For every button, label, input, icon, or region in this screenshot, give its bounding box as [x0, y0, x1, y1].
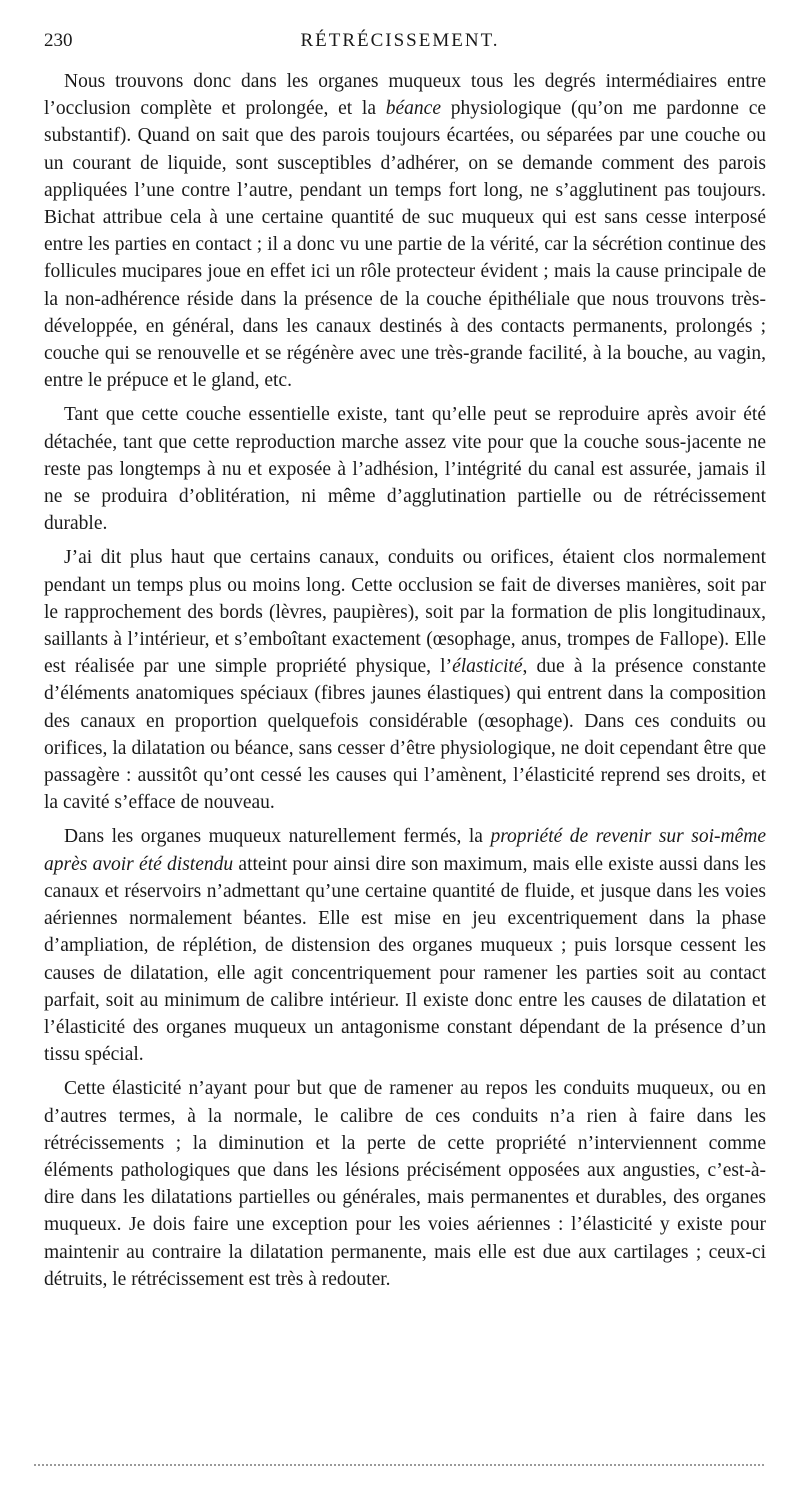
- body-text: [44, 68, 766, 1293]
- paragraph-text: physiologique (qu’on me pardonne ce substantif). Quand on sait que des parois toujours écartées, ou séparées par une couche ou un courant de liquide, sont susceptibles d’adhérer, on se demande comment des parois appliquées l’une contre l’autre, pendant un temps fort long, ne s’agglutinent pas toujours. Bichat attribue cela à une certaine quantité de suc muqueux qui est sans cesse interposé entre les parties en contact ; il a donc vu une partie de la vérité, car la sécrétion continue des follicules mucipares joue en effet ici un rôle protecteur évident ; mais la cause principale de la non-adhérence réside dans la présence de la couche épithéliale que nous trouvons très-développée, en général, dans les canaux destinés à des contacts permanents, prolongés ; couche qui se renouvelle et se régénère avec une très-grande facilité, à la bouche, au vagin, entre le prépuce et le gland, etc.: [44, 98, 766, 392]
- running-title: RÉTRÉCISSEMENT.: [300, 30, 500, 51]
- bottom-rule: [34, 1464, 764, 1466]
- paragraph-text: , due à la présence constante d’éléments anatomiques spéciaux (fibres jaunes élastiques) qui entrent dans la composition des canaux en proportion quelquefois considérable (œsophage). Dans ces conduits ou orifices, la dilatation ou béance, sans cesser d’être physiologique, ne doit cependant être que passagère : aussitôt qu’ont cessé les causes qui l’amènent, l’élasticité reprend ses droits, et la cavité s’efface de nouveau.: [44, 656, 766, 814]
- paragraph-text: atteint pour ainsi dire son maximum, mais elle existe aussi dans les canaux et réservoirs n’admettant qu’une certaine quantité de fluide, et jusque dans les voies aériennes normalement béantes. Elle est mise en jeu excentriquement dans la phase d’ampliation, de réplétion, de distension des organes muqueux ; puis lorsque cessent les causes de dilatation, elle agit concentriquement pour ramener les parties soit au contact parfait, soit au minimum de calibre intérieur. Il existe donc entre les causes de dilatation et l’élasticité des organes muqueux un antagonisme constant dépendant de la présence d’un tissu spécial.: [44, 853, 766, 1066]
- paragraph-text: Nous trouvons donc dans les organes muqueux tous les degrés intermédiaires entre l’occlusion complète et prolongée, et la: [44, 71, 766, 120]
- italic-text: béance: [385, 98, 441, 120]
- page-number: 230: [44, 30, 73, 51]
- paragraph: [44, 401, 766, 537]
- paragraph: [44, 544, 766, 816]
- italic-text: élasticité: [452, 656, 523, 678]
- paragraph-text: Dans les organes muqueux naturellement fermés, la: [64, 826, 491, 848]
- paragraph-text: Tant que cette couche essentielle existe, tant qu’elle peut se reproduire après avoir été détachée, tant que cette reproduction marche assez vite pour que la couche sous-jacente ne reste pas longtemps à nu et exposée à l’adhésion, l’intégrité du canal est assurée, jamais il ne se produira d’oblitération, ni même d’agglutination partielle ou de rétrécissement durable.: [44, 404, 766, 535]
- paragraph: [44, 823, 766, 1068]
- paragraph: [44, 68, 766, 394]
- paragraph-text: J’ai dit plus haut que certains canaux, conduits ou orifices, étaient clos normalement pendant un temps plus ou moins long. Cette occlusion se fait de diverses manières, soit par le rapprochement des bords (lèvres, paupières), soit par la formation de plis longitudinaux, saillants à l’intérieur, et s’emboîtant exactement (œsophage, anus, trompes de Fallope). Elle est réalisée par une simple propriété physique, l’: [44, 547, 766, 678]
- italic-text: propriété de revenir sur soi-même après avoir été distendu: [44, 826, 766, 875]
- paragraph-text: Cette élasticité n’ayant pour but que de ramener au repos les conduits muqueux, ou en d’autres termes, à la normale, le calibre de ces conduits n’a rien à faire dans les rétrécissements ; la diminution et la perte de cette propriété n’interviennent comme éléments pathologiques que dans les lésions précisément opposées aux angusties, c’est-à-dire dans les dilatations partielles ou générales, mais permanentes et durables, des organes muqueux. Je dois faire une exception pour les voies aériennes : l’élasticité y existe pour maintenir au contraire la dilatation permanente, mais elle est due aux cartilages ; ceux-ci détruits, le rétrécissement est très à redouter.: [44, 1078, 766, 1290]
- running-head: [44, 30, 756, 60]
- paragraph: [44, 1075, 766, 1293]
